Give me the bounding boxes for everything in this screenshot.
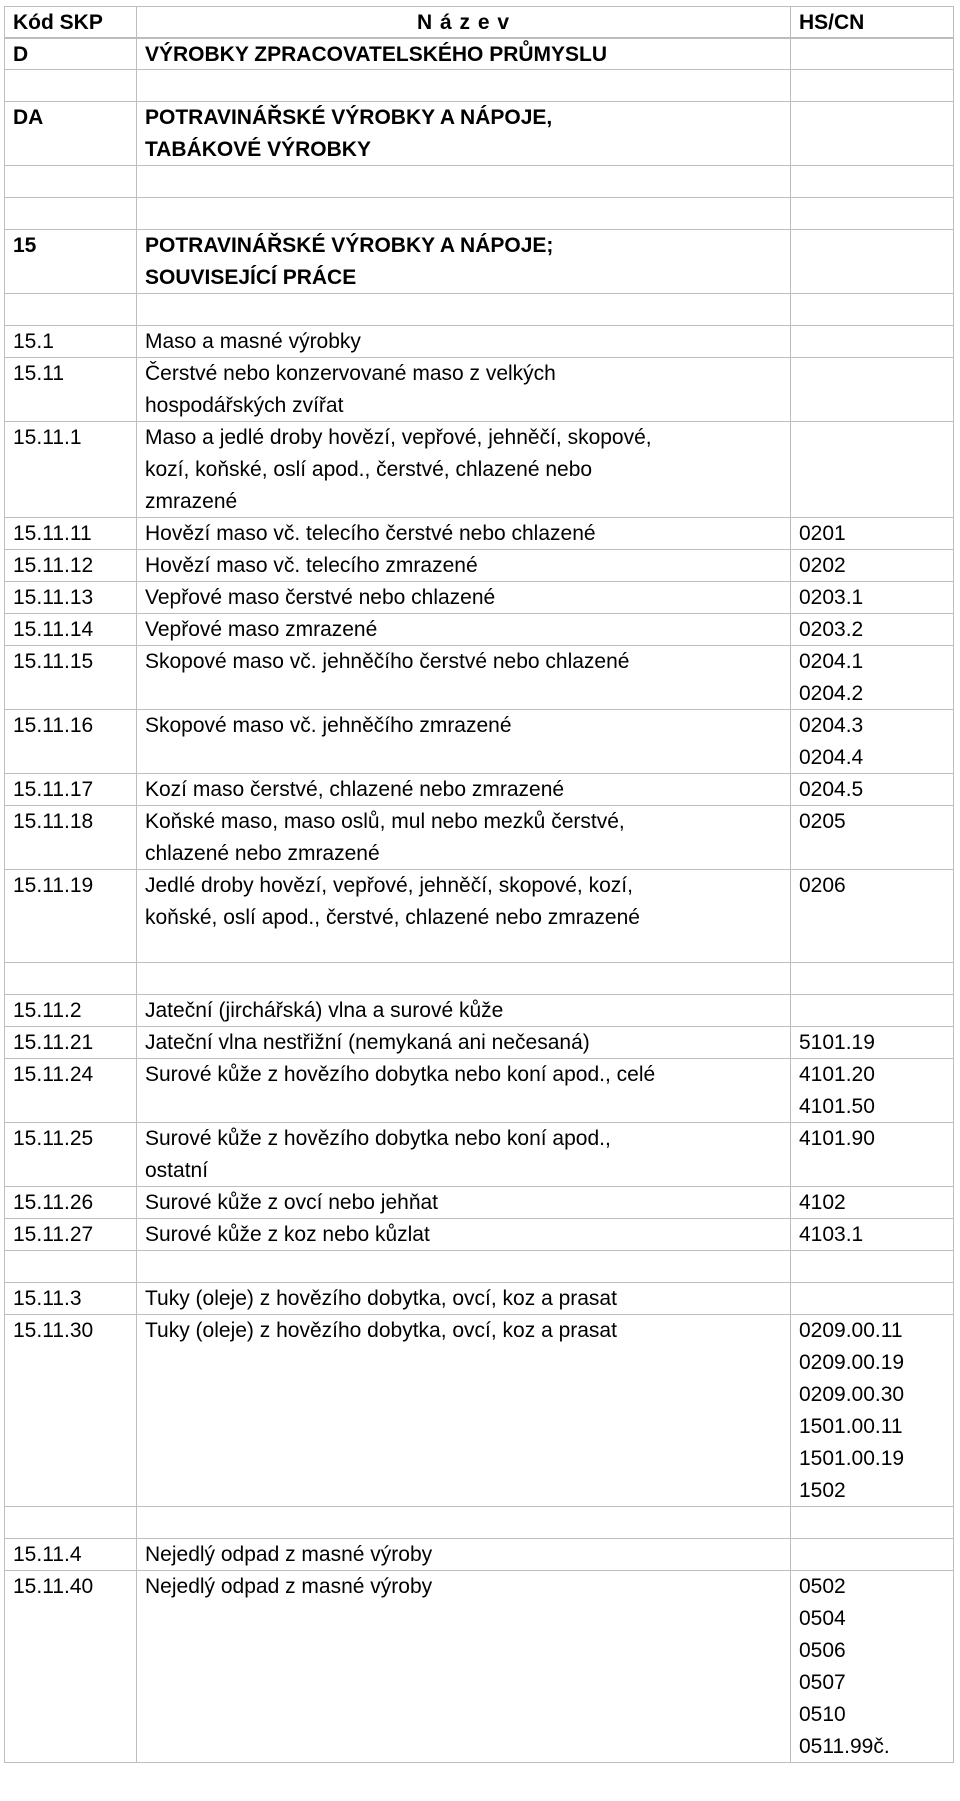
row-hs-code — [791, 963, 954, 995]
row-code — [4, 70, 137, 102]
row-hs-code — [791, 1539, 954, 1571]
row-code: 15.11.26 — [4, 1187, 137, 1219]
table-row — [4, 646, 954, 710]
row-hs-code — [791, 230, 954, 294]
row-hs-code: 0206 — [791, 870, 954, 963]
row-name: Nejedlý odpad z masné výroby — [137, 1539, 791, 1571]
table-row — [4, 582, 954, 614]
table-row — [4, 70, 954, 102]
row-name: Vepřové maso čerstvé nebo chlazené — [137, 582, 791, 614]
table-row — [4, 1187, 954, 1219]
table-row — [4, 326, 954, 358]
row-code: DA — [4, 102, 137, 166]
row-name: Maso a masné výrobky — [137, 326, 791, 358]
table-row — [4, 550, 954, 582]
table-row — [4, 518, 954, 550]
row-code — [4, 1507, 137, 1539]
row-name — [137, 294, 791, 326]
table-row — [4, 294, 954, 326]
table-row — [4, 1027, 954, 1059]
row-hs-code: 4101.20 4101.50 — [791, 1059, 954, 1123]
row-name — [137, 1507, 791, 1539]
row-hs-code: 5101.19 — [791, 1027, 954, 1059]
row-hs-code: 0204.3 0204.4 — [791, 710, 954, 774]
row-name: Hovězí maso vč. telecího zmrazené — [137, 550, 791, 582]
row-code: 15.11.4 — [4, 1539, 137, 1571]
row-name: Surové kůže z ovcí nebo jehňat — [137, 1187, 791, 1219]
row-code: 15.11.40 — [4, 1571, 137, 1763]
table-header-row — [4, 6, 954, 38]
row-code: 15.11.12 — [4, 550, 137, 582]
row-code — [4, 963, 137, 995]
row-code: D — [4, 38, 137, 70]
table-row — [4, 230, 954, 294]
table-row — [4, 422, 954, 518]
row-name: Jedlé droby hovězí, vepřové, jehněčí, skopové, kozí, koňské, oslí apod., čerstvé, chlazené nebo zmrazené — [137, 870, 791, 963]
row-name: Surové kůže z hovězího dobytka nebo koní apod., ostatní — [137, 1123, 791, 1187]
row-hs-code — [791, 1283, 954, 1315]
row-hs-code — [791, 1507, 954, 1539]
table-row — [4, 1539, 954, 1571]
row-code: 15.11 — [4, 358, 137, 422]
row-name: Surové kůže z hovězího dobytka nebo koní apod., celé — [137, 1059, 791, 1123]
row-code — [4, 1251, 137, 1283]
row-hs-code — [791, 102, 954, 166]
table-row — [4, 358, 954, 422]
row-code: 15.11.14 — [4, 614, 137, 646]
row-code: 15.11.21 — [4, 1027, 137, 1059]
row-code: 15.11.1 — [4, 422, 137, 518]
row-name — [137, 70, 791, 102]
row-hs-code — [791, 294, 954, 326]
row-name: Skopové maso vč. jehněčího zmrazené — [137, 710, 791, 774]
table-row — [4, 963, 954, 995]
table-row — [4, 1219, 954, 1251]
row-name: Tuky (oleje) z hovězího dobytka, ovcí, koz a prasat — [137, 1283, 791, 1315]
table-row — [4, 1315, 954, 1507]
table-row — [4, 995, 954, 1027]
row-name: Koňské maso, maso oslů, mul nebo mezků čerstvé, chlazené nebo zmrazené — [137, 806, 791, 870]
row-code: 15 — [4, 230, 137, 294]
row-name: Čerstvé nebo konzervované maso z velkých hospodářských zvířat — [137, 358, 791, 422]
row-hs-code: 4102 — [791, 1187, 954, 1219]
row-code — [4, 294, 137, 326]
row-code: 15.11.17 — [4, 774, 137, 806]
row-code: 15.11.11 — [4, 518, 137, 550]
row-hs-code: 0502 0504 0506 0507 0510 0511.99č. — [791, 1571, 954, 1763]
row-code: 15.11.19 — [4, 870, 137, 963]
row-hs-code — [791, 358, 954, 422]
row-name — [137, 198, 791, 230]
row-name: Jateční vlna nestřižní (nemykaná ani nečesaná) — [137, 1027, 791, 1059]
table-row — [4, 1283, 954, 1315]
table-row — [4, 806, 954, 870]
row-hs-code: 0204.1 0204.2 — [791, 646, 954, 710]
header-name: N á z e v — [137, 6, 791, 38]
row-hs-code: 0204.5 — [791, 774, 954, 806]
row-name: POTRAVINÁŘSKÉ VÝROBKY A NÁPOJE; SOUVISEJÍCÍ PRÁCE — [137, 230, 791, 294]
row-name — [137, 963, 791, 995]
table-row — [4, 710, 954, 774]
row-name — [137, 1251, 791, 1283]
row-hs-code: 0205 — [791, 806, 954, 870]
row-hs-code — [791, 995, 954, 1027]
table-row — [4, 1123, 954, 1187]
row-hs-code — [791, 38, 954, 70]
row-code: 15.11.30 — [4, 1315, 137, 1507]
row-hs-code: 4101.90 — [791, 1123, 954, 1187]
row-hs-code — [791, 1251, 954, 1283]
row-code: 15.11.18 — [4, 806, 137, 870]
row-name: VÝROBKY ZPRACOVATELSKÉHO PRŮMYSLU — [137, 38, 791, 70]
row-name: Vepřové maso zmrazené — [137, 614, 791, 646]
row-hs-code: 0201 — [791, 518, 954, 550]
row-code: 15.11.2 — [4, 995, 137, 1027]
row-code: 15.11.3 — [4, 1283, 137, 1315]
row-name: Hovězí maso vč. telecího čerstvé nebo chlazené — [137, 518, 791, 550]
row-name: POTRAVINÁŘSKÉ VÝROBKY A NÁPOJE, TABÁKOVÉ VÝROBKY — [137, 102, 791, 166]
row-hs-code: 0203.1 — [791, 582, 954, 614]
table-row — [4, 614, 954, 646]
table-row — [4, 1059, 954, 1123]
row-code — [4, 198, 137, 230]
row-code: 15.11.13 — [4, 582, 137, 614]
table-row — [4, 198, 954, 230]
table-body — [4, 38, 954, 1763]
row-name: Surové kůže z koz nebo kůzlat — [137, 1219, 791, 1251]
table-row — [4, 102, 954, 166]
row-hs-code — [791, 70, 954, 102]
header-code: Kód SKP — [4, 6, 137, 38]
row-name: Jateční (jirchářská) vlna a surové kůže — [137, 995, 791, 1027]
row-hs-code — [791, 166, 954, 198]
row-hs-code: 0203.2 — [791, 614, 954, 646]
row-name: Tuky (oleje) z hovězího dobytka, ovcí, koz a prasat — [137, 1315, 791, 1507]
row-code: 15.11.15 — [4, 646, 137, 710]
row-hs-code: 0209.00.11 0209.00.19 0209.00.30 1501.00.11 1501.00.19 1502 — [791, 1315, 954, 1507]
row-name: Skopové maso vč. jehněčího čerstvé nebo chlazené — [137, 646, 791, 710]
row-name: Nejedlý odpad z masné výroby — [137, 1571, 791, 1763]
table-row — [4, 38, 954, 70]
table-row — [4, 166, 954, 198]
table-row — [4, 870, 954, 963]
row-hs-code — [791, 326, 954, 358]
row-code: 15.11.25 — [4, 1123, 137, 1187]
row-hs-code: 4103.1 — [791, 1219, 954, 1251]
row-code: 15.11.24 — [4, 1059, 137, 1123]
table-row — [4, 774, 954, 806]
row-hs-code — [791, 422, 954, 518]
row-name: Kozí maso čerstvé, chlazené nebo zmrazené — [137, 774, 791, 806]
skp-table — [4, 6, 954, 1763]
row-code: 15.1 — [4, 326, 137, 358]
row-name: Maso a jedlé droby hovězí, vepřové, jehněčí, skopové, kozí, koňské, oslí apod., čerstvé, chlazené nebo zmrazené — [137, 422, 791, 518]
row-hs-code — [791, 198, 954, 230]
row-hs-code: 0202 — [791, 550, 954, 582]
row-name — [137, 166, 791, 198]
row-code: 15.11.27 — [4, 1219, 137, 1251]
table-row — [4, 1571, 954, 1763]
table-row — [4, 1507, 954, 1539]
header-hs: HS/CN — [791, 6, 954, 38]
row-code: 15.11.16 — [4, 710, 137, 774]
row-code — [4, 166, 137, 198]
table-row — [4, 1251, 954, 1283]
